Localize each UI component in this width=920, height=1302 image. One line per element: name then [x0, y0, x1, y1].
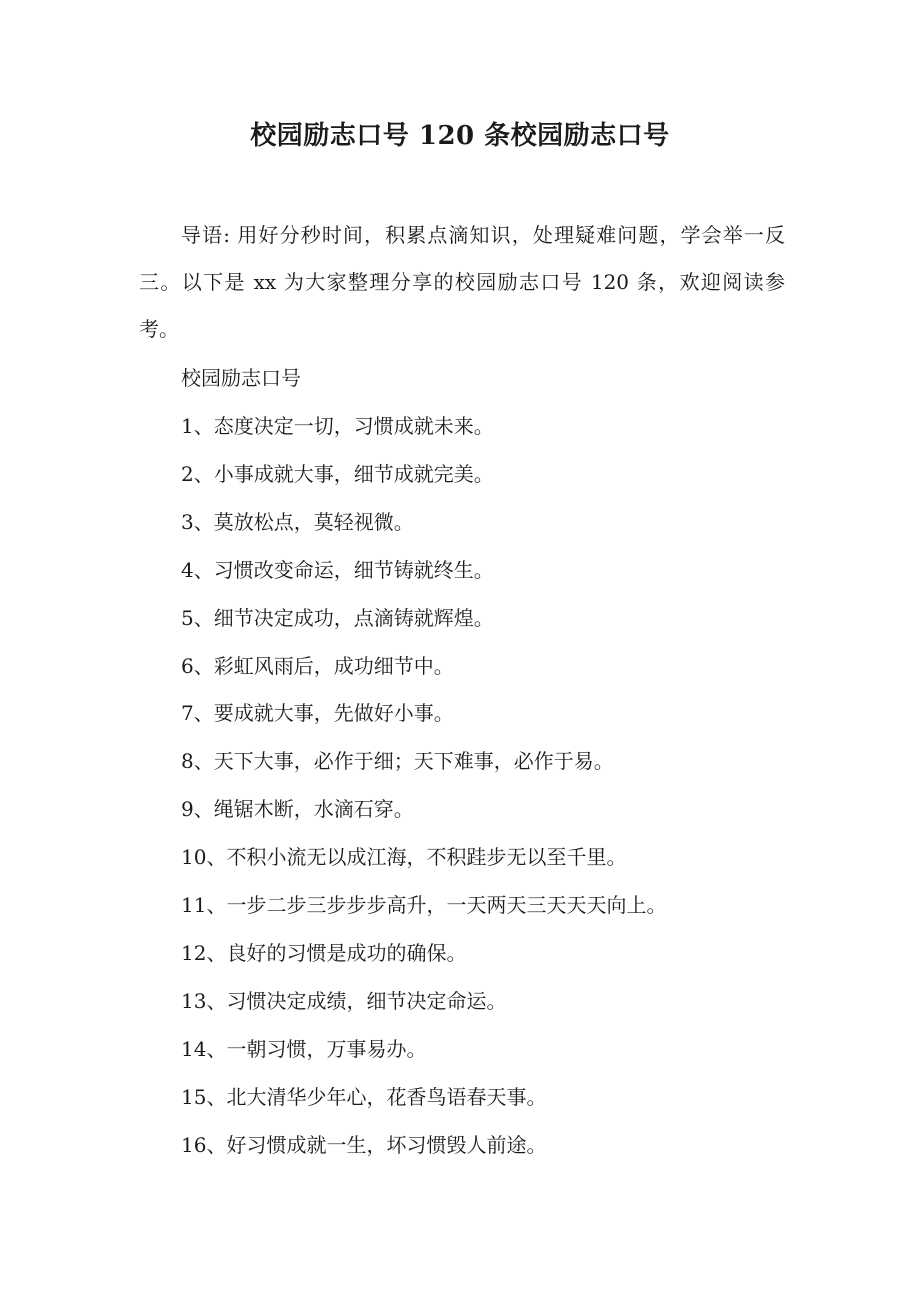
slogan-item: 16、好习惯成就一生，坏习惯毁人前途。 — [181, 1132, 547, 1157]
slogan-item: 13、习惯决定成绩，细节决定命运。 — [181, 988, 507, 1013]
slogan-item: 9、绳锯木断，水滴石穿。 — [181, 797, 414, 822]
slogan-item: 3、莫放松点，莫轻视微。 — [181, 509, 414, 534]
section-heading: 校园励志口号 — [181, 366, 301, 390]
slogan-item: 10、不积小流无以成江海，不积跬步无以至千里。 — [181, 845, 627, 870]
slogan-item: 15、北大清华少年心，花香鸟语春天事。 — [181, 1084, 547, 1109]
slogan-list — [181, 403, 666, 1170]
slogan-item: 8、天下大事，必作于细；天下难事，必作于易。 — [181, 749, 614, 774]
slogan-item: 4、习惯改变命运，细节铸就终生。 — [181, 557, 494, 582]
slogan-item: 12、良好的习惯是成功的确保。 — [181, 940, 467, 965]
slogan-item: 7、要成就大事，先做好小事。 — [181, 701, 454, 726]
document-title: 校园励志口号 120 条校园励志口号 — [250, 121, 670, 151]
slogan-item: 6、彩虹风雨后，成功细节中。 — [181, 653, 454, 678]
slogan-item: 1、态度决定一切，习惯成就未来。 — [181, 414, 494, 438]
slogan-item: 11、一步二步三步步步高升，一天两天三天天天向上。 — [181, 893, 667, 918]
intro-paragraph: 导语: 用好分秒时间，积累点滴知识，处理疑难问题，学会举一反三。以下是 xx 为大家整理分享的校园励志口号 120 条，欢迎阅读参考。 — [139, 223, 785, 341]
slogan-item: 5、细节决定成功，点滴铸就辉煌。 — [181, 605, 494, 630]
slogan-item: 2、小事成就大事，细节成就完美。 — [181, 461, 494, 486]
slogan-item: 14、一朝习惯，万事易办。 — [181, 1036, 427, 1061]
